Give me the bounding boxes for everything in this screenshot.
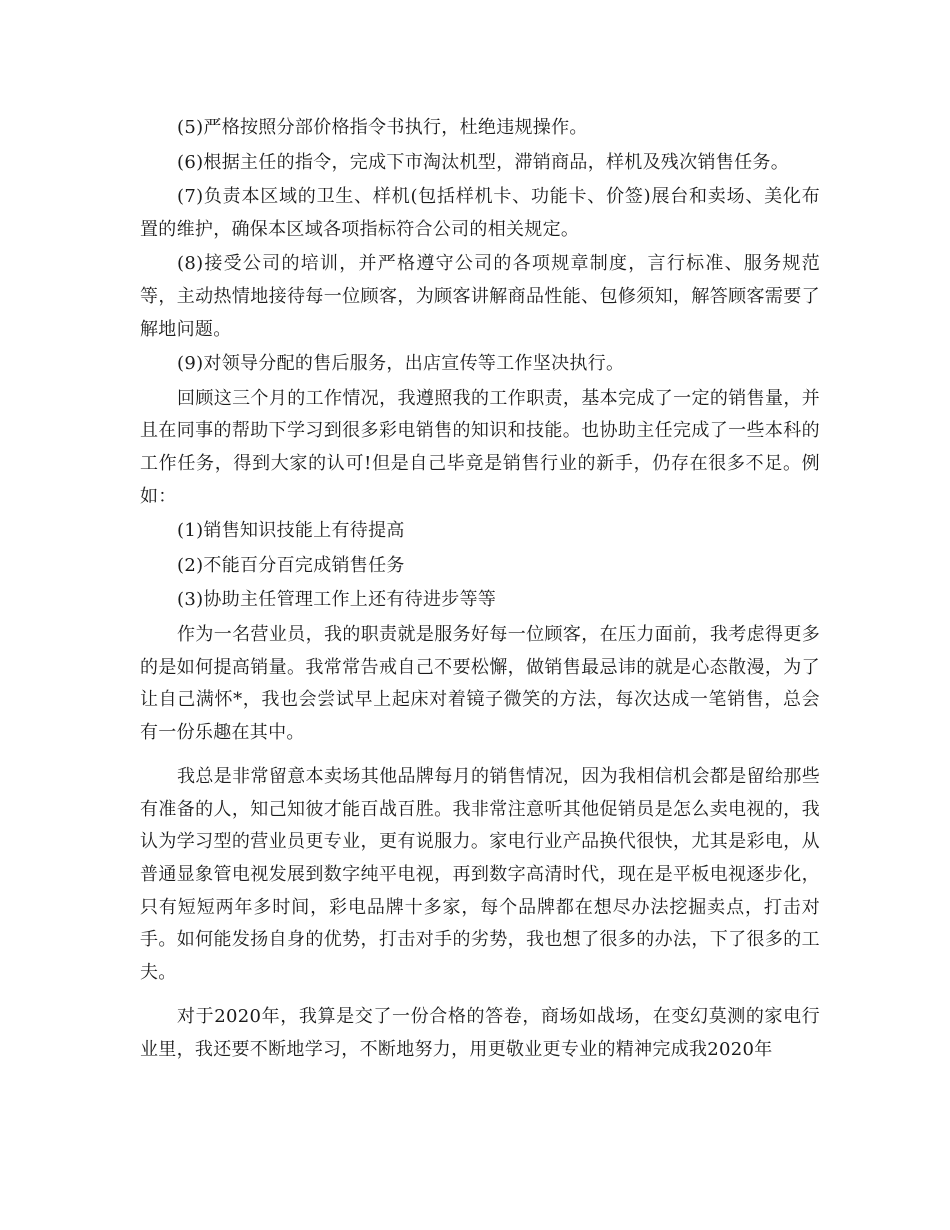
- paragraph-review: 回顾这三个月的工作情况，我遵照我的工作职责，基本完成了一定的销售量，并且在同事的帮助下学习到很多彩电销售的知识和技能。也协助主任完成了一些本科的工作任务，得到大家的认可!但是自己毕竟是销售行业的新手，仍存在很多不足。例如：: [140, 387, 820, 507]
- shortcoming-item-1: (1)销售知识技能上有待提高: [177, 520, 405, 542]
- paragraph-conclusion: 对于2020年，我算是交了一份合格的答卷，商场如战场，在变幻莫测的家电行业里，我还要不断地学习，不断地努力，用更敬业更专业的精神完成我2020年: [140, 1006, 820, 1061]
- list-item-5: (5)严格按照分部价格指令书执行，杜绝违规操作。: [177, 117, 588, 138]
- shortcoming-item-2: (2)不能百分百完成销售任务: [177, 554, 405, 576]
- list-item-7: (7)负责本区域的卫生、样机(包括样机卡、功能卡、价签)展台和卖场、美化布置的维护，确保本区域各项指标符合公司的相关规定。: [140, 186, 820, 240]
- list-item-9: (9)对领导分配的售后服务，出店宣传等工作坚决执行。: [177, 353, 625, 375]
- shortcoming-item-3: (3)协助主任管理工作上还有待进步等等: [177, 589, 497, 611]
- list-item-8: (8)接受公司的培训，并严格遵守公司的各项规章制度，言行标准、服务规范等，主动热情地接待每一位顾客，为顾客讲解商品性能、包修须知，解答顾客需要了解地问题。: [140, 253, 820, 340]
- paragraph-market: 我总是非常留意本卖场其他品牌每月的销售情况，因为我相信机会都是留给那些有准备的人，知己知彼才能百战百胜。我非常注意听其他促销员是怎么卖电视的，我认为学习型的营业员更专业，更有说服力。家电行业产品换代很快，尤其是彩电，从普通显象管电视发展到数字纯平电视，再到数字高清时代，现在是平板电视逐步化，只有短短两年多时间，彩电品牌十多家，每个品牌都在想尽办法挖掘卖点，打击对手。如何能发扬自身的优势，打击对手的劣势，我也想了很多的办法，下了很多的工夫。: [140, 766, 820, 983]
- paragraph-duty: 作为一名营业员，我的职责就是服务好每一位顾客，在压力面前，我考虑得更多的是如何提高销量。我常常告戒自己不要松懈，做销售最忌讳的就是心态散漫，为了让自己满怀*，我也会尝试早上起床对着镜子微笑的方法，每次达成一笔销售，总会有一份乐趣在其中。: [140, 623, 820, 743]
- list-item-6: (6)根据主任的指令，完成下市淘汰机型，滞销商品，样机及残次销售任务。: [177, 151, 789, 173]
- document-body: [140, 112, 820, 1067]
